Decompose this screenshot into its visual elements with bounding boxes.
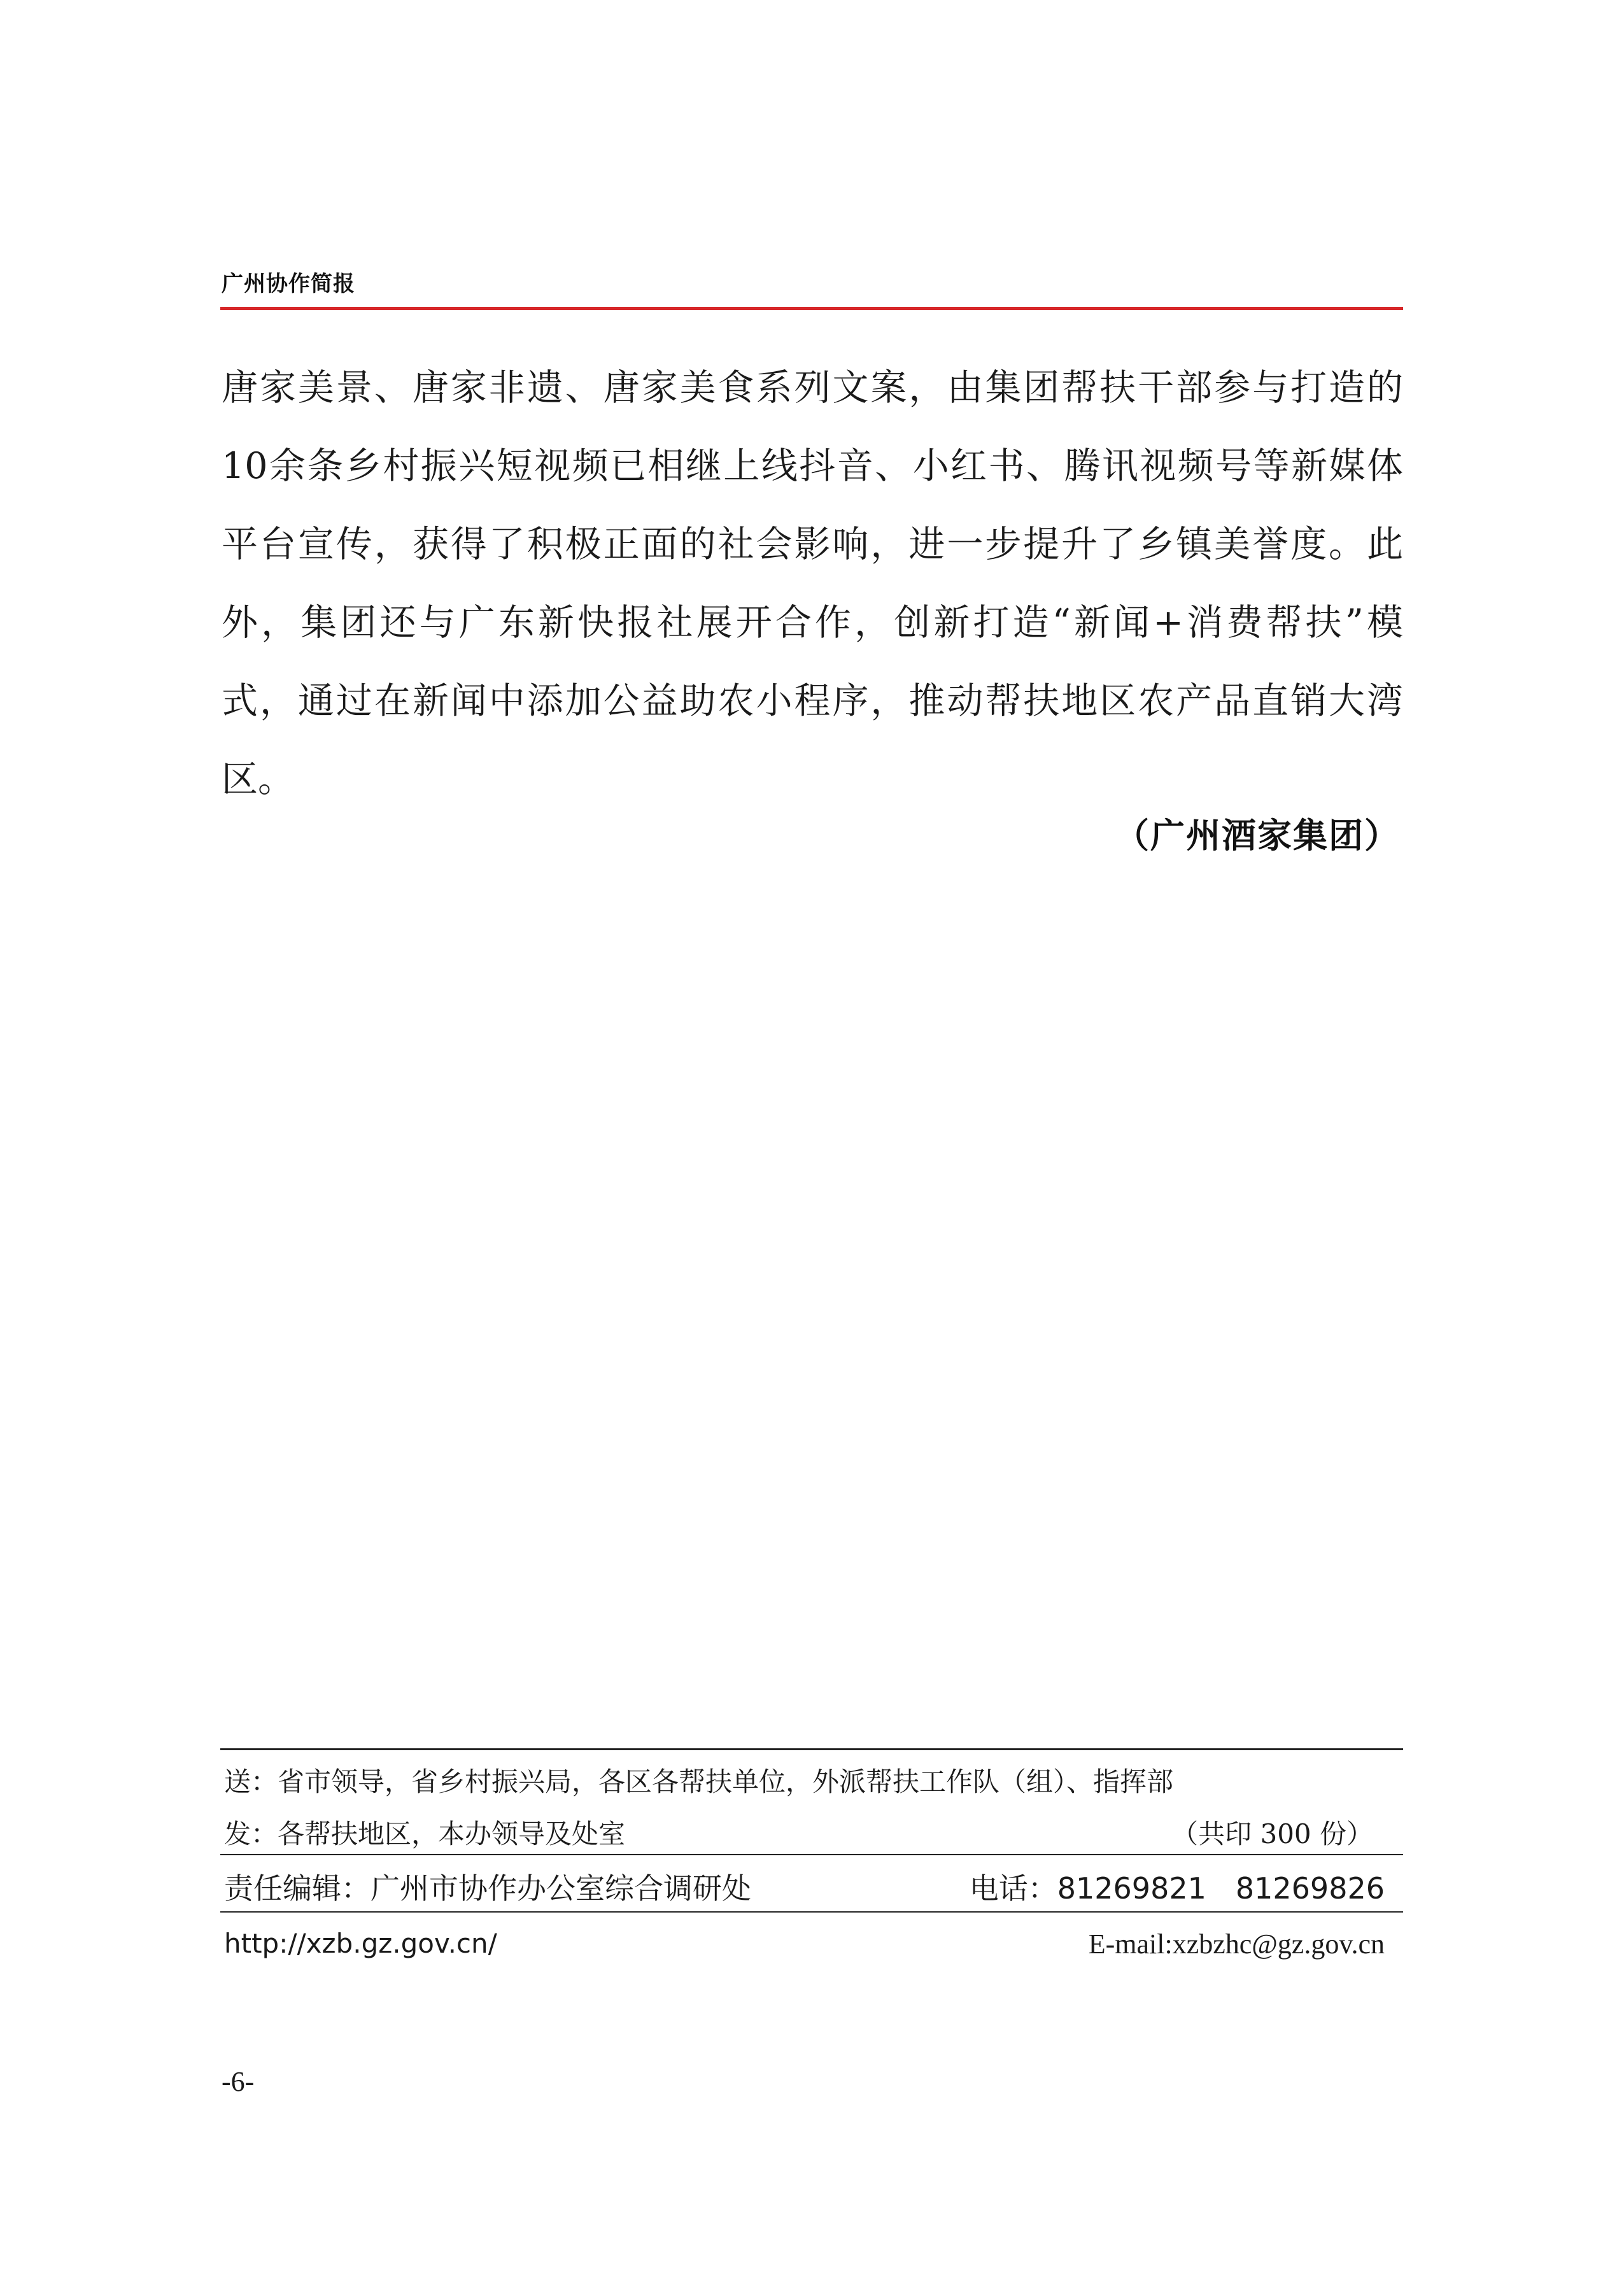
body-line: 式，通过在新闻中添加公益助农小程序，推动帮扶地区农产品直销大湾 (222, 680, 1403, 722)
page-number: -6- (222, 2066, 255, 2097)
body-line: 区。 (222, 758, 294, 800)
footer-rule-bottom (220, 1911, 1403, 1913)
header-red-rule (220, 307, 1403, 310)
print-copies: （共印 300 份） (1171, 1818, 1373, 1850)
contact-phone: 电话：81269821 81269826 (969, 1871, 1385, 1906)
body-line: 10余条乡村振兴短视频已相继上线抖音、小红书、腾讯视频号等新媒体 (222, 445, 1403, 487)
distribution-send-to: 送：省市领导，省乡村振兴局，各区各帮扶单位，外派帮扶工作队（组）、指挥部 (224, 1766, 1174, 1797)
body-line: 平台宣传，获得了积极正面的社会影响，进一步提升了乡镇美誉度。此 (222, 523, 1403, 565)
email-link[interactable]: E-mail:xzbzhc@gz.gov.cn (1088, 1928, 1385, 1960)
body-line: 外，集团还与广东新快报社展开合作，创新打造“新闻+消费帮扶”模 (222, 602, 1403, 644)
article-source: （广州酒家集团） (1115, 816, 1400, 856)
responsible-editor: 责任编辑：广州市协作办公室综合调研处 (224, 1871, 751, 1906)
body-paragraph (222, 349, 1403, 819)
footer-rule-top (220, 1748, 1403, 1750)
website-link[interactable]: http://xzb.gz.gov.cn/ (224, 1928, 497, 1959)
distribution-issue-to: 发：各帮扶地区，本办领导及处室 (224, 1818, 626, 1850)
footer-rule-middle (220, 1854, 1403, 1855)
body-line: 唐家美景、唐家非遗、唐家美食系列文案，由集团帮扶干部参与打造的 (222, 367, 1403, 409)
running-title: 广州协作简报 (222, 271, 355, 297)
